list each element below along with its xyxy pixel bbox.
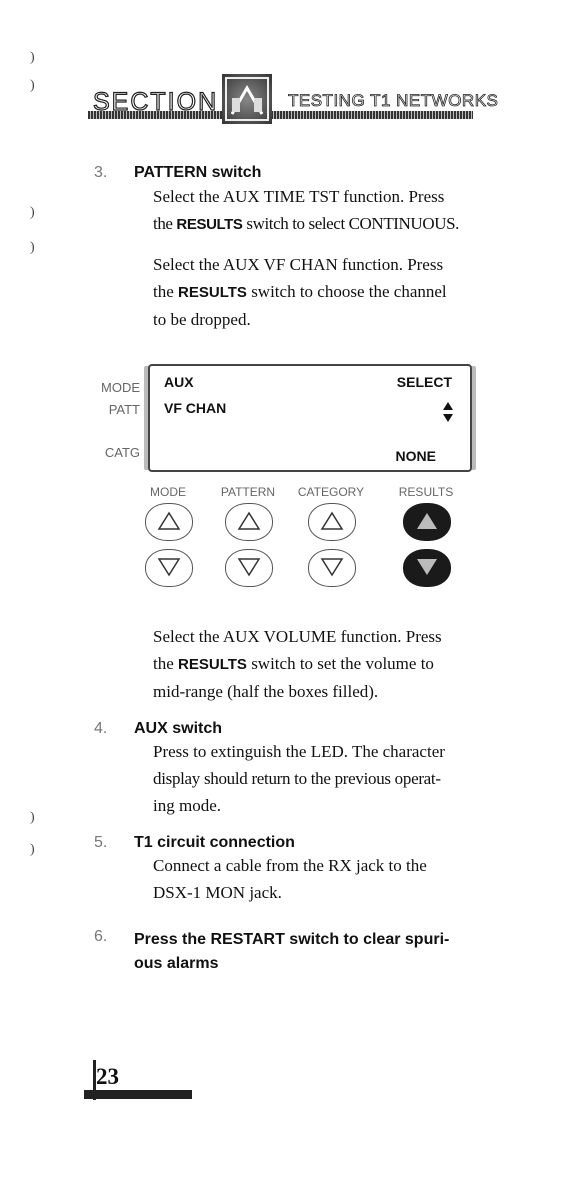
text-line: to be dropped. [153,310,251,329]
lcd-display [148,364,472,472]
label-pattern: PATTERN [220,485,276,499]
results-up-button[interactable] [403,503,451,541]
page-number-bar [84,1090,192,1099]
text-line: the RESULTS switch to select CONTINUOUS. [153,214,459,233]
section-heading: SECTION [93,88,219,116]
side-label-patt: PATT [108,402,140,417]
text-line: Select the AUX VOLUME function. Press [153,627,442,646]
up-down-arrows-icon [442,400,454,429]
step-number: 3. [94,164,108,181]
step-title: PATTERN switch [134,164,262,181]
step-number: 4. [94,720,108,737]
margin-mark: ) [30,810,35,825]
side-label-catg: CATG [104,445,140,460]
paragraph [153,852,473,906]
label-category: CATEGORY [297,485,365,499]
mode-up-button[interactable] [145,503,193,541]
text-line: the RESULTS switch to choose the channel [153,282,447,301]
step-number: 6. [94,928,108,945]
results-keyword: RESULTS [176,216,243,233]
mode-down-button[interactable] [145,549,193,587]
text-line: display should return to the previous operat- [153,769,441,788]
label-mode: MODE [150,485,186,499]
text-line: Select the AUX TIME TST function. Press [153,187,445,206]
text-line: mid-range (half the boxes filled). [153,682,379,701]
margin-mark: ) [30,50,35,65]
pattern-up-button[interactable] [225,503,273,541]
margin-mark: ) [30,240,35,255]
page-number: 23 [96,1064,119,1089]
chapter-title: TESTING T1 NETWORKS [288,91,499,110]
text-line: the RESULTS switch to set the volume to [153,654,434,673]
label-results: RESULTS [398,485,454,499]
lcd-line2-left: VF CHAN [164,400,227,416]
lcd-line1-left: AUX [164,374,194,390]
text-line: Press the RESTART switch to clear spuri- [134,931,450,948]
results-down-button[interactable] [403,549,451,587]
paragraph [153,251,473,333]
text-line: Connect a cable from the RX jack to the [153,856,427,875]
step-title [134,928,449,976]
paragraph [153,738,473,819]
results-keyword: RESULTS [178,656,247,673]
step-title: T1 circuit connection [134,834,295,851]
margin-mark: ) [30,78,35,93]
side-label-mode: MODE [101,380,140,395]
text-line: DSX-1 MON jack. [153,883,282,902]
paragraph [153,623,473,705]
text-line: Select the AUX VF CHAN function. Press [153,255,444,274]
margin-mark: ) [30,842,35,857]
paragraph [153,183,473,238]
lcd-line1-right: SELECT [396,374,452,390]
text-line: Press to extinguish the LED. The character [153,742,445,761]
text-line: ous alarms [134,955,219,972]
lcd-line3-right: NONE [395,448,436,464]
step-title: AUX switch [134,720,223,737]
text-line: ing mode. [153,796,221,815]
margin-mark: ) [30,205,35,220]
section-logo-icon [222,74,272,124]
step-number: 5. [94,834,108,851]
category-up-button[interactable] [308,503,356,541]
category-down-button[interactable] [308,549,356,587]
results-keyword: RESULTS [178,284,247,301]
pattern-down-button[interactable] [225,549,273,587]
